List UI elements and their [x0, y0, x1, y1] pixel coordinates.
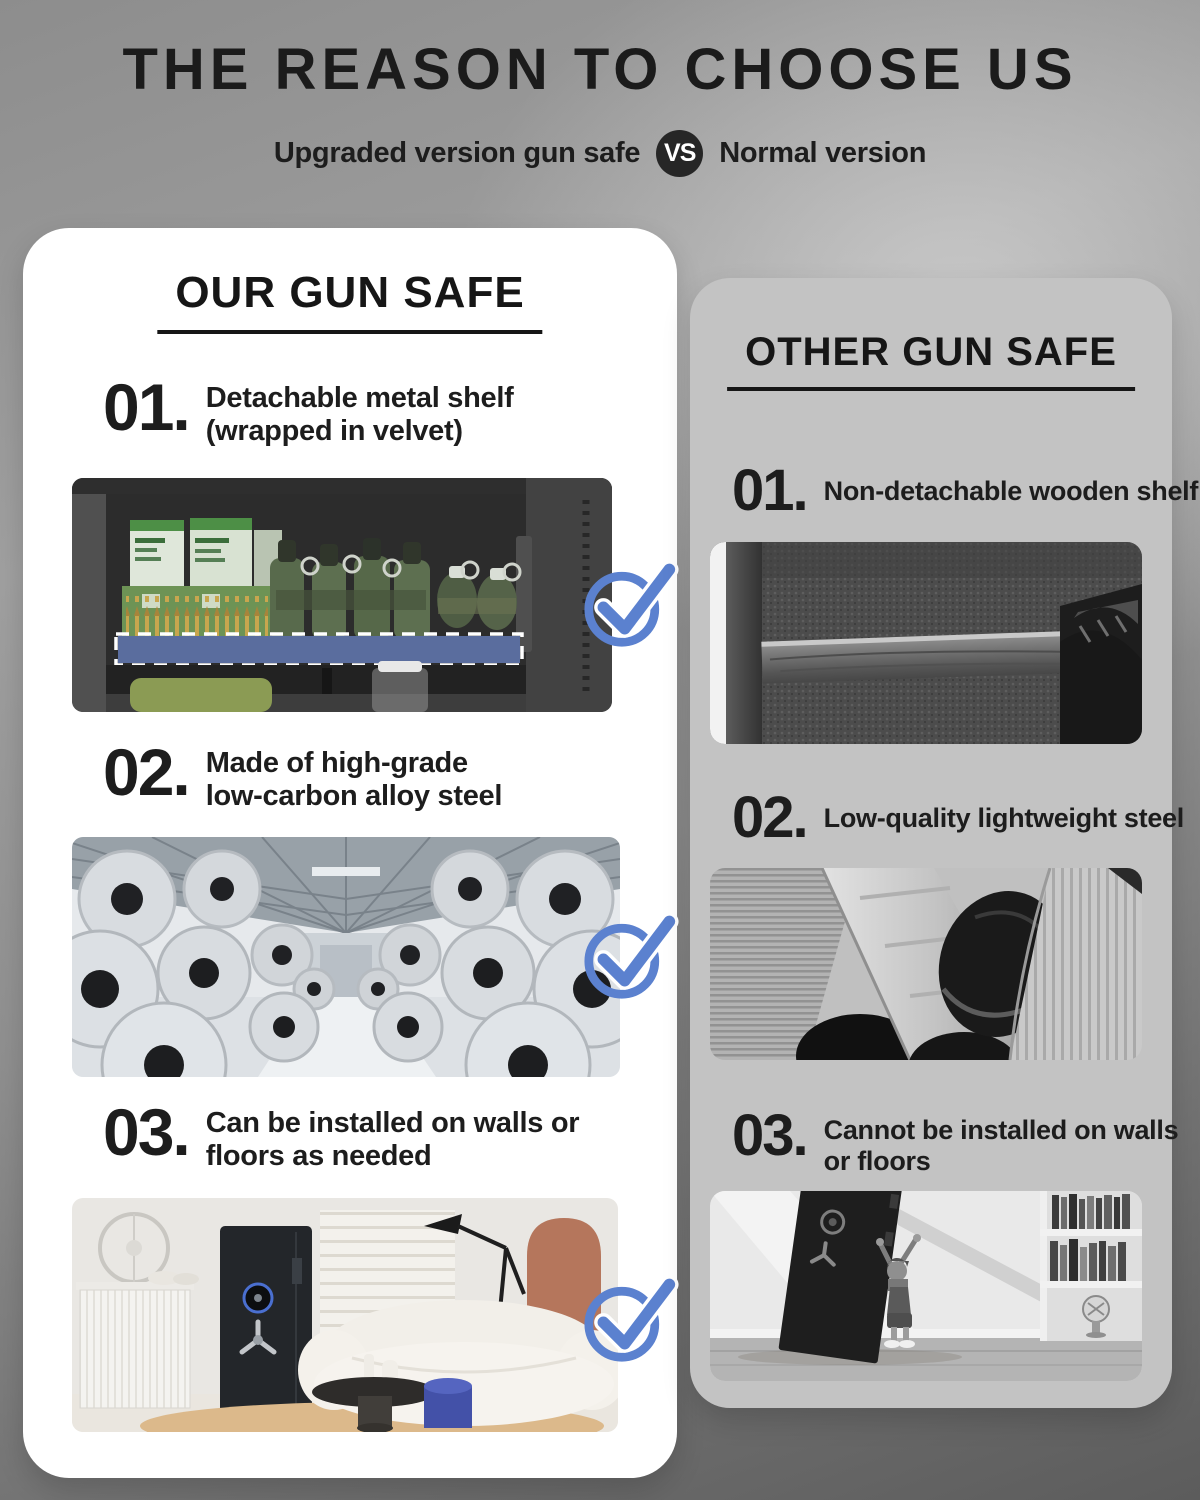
- photo-steel-coil-warehouse: [72, 837, 620, 1077]
- our-item-3: [103, 1095, 580, 1173]
- other-item-3: [732, 1103, 1179, 1176]
- check-icon: [583, 1268, 680, 1365]
- photo-wooden-shelf: [710, 542, 1142, 744]
- our-item-2: [103, 735, 503, 813]
- other-item-3-number: 03.: [732, 1103, 807, 1168]
- check-icon: [583, 905, 680, 1002]
- photo-child-safe-door: [710, 1191, 1142, 1381]
- our-item-2-number: 02.: [103, 735, 189, 809]
- other-item-1-number: 01.: [732, 458, 807, 523]
- check-icon: [583, 553, 680, 650]
- subtitle-row: [0, 130, 1200, 177]
- subtitle-normal-label: Normal version: [719, 137, 927, 169]
- other-card-heading: OTHER GUN SAFE: [727, 330, 1135, 391]
- our-item-1-text: Detachable metal shelf (wrapped in velvet): [205, 382, 514, 447]
- our-item-3-number: 03.: [103, 1095, 189, 1169]
- other-item-2-text: Low-quality lightweight steel: [823, 803, 1184, 833]
- other-item-1-text: Non-detachable wooden shelf: [823, 476, 1199, 506]
- photo-safe-interior-shelf: [72, 478, 612, 712]
- page-title: THE REASON TO CHOOSE US: [122, 37, 1078, 102]
- other-item-3-text: Cannot be installed on walls or floors: [823, 1115, 1179, 1176]
- other-item-1: [732, 458, 1199, 523]
- subtitle-upgraded-label: Upgraded version gun safe: [273, 137, 641, 169]
- other-gun-safe-card: [690, 278, 1199, 1408]
- vs-badge: VS: [656, 130, 703, 177]
- our-item-1-number: 01.: [103, 370, 189, 444]
- our-card-heading: OUR GUN SAFE: [157, 268, 542, 334]
- other-item-2-number: 02.: [732, 785, 807, 850]
- other-item-2: [732, 785, 1184, 850]
- photo-thin-steel-rolls: [710, 868, 1142, 1060]
- our-gun-safe-card: [23, 228, 677, 1478]
- our-item-1: [103, 370, 514, 448]
- our-item-2-text: Made of high-grade low-carbon alloy steel: [205, 747, 503, 812]
- photo-safe-living-room: [72, 1198, 618, 1432]
- our-item-3-text: Can be installed on walls or floors as needed: [205, 1107, 580, 1172]
